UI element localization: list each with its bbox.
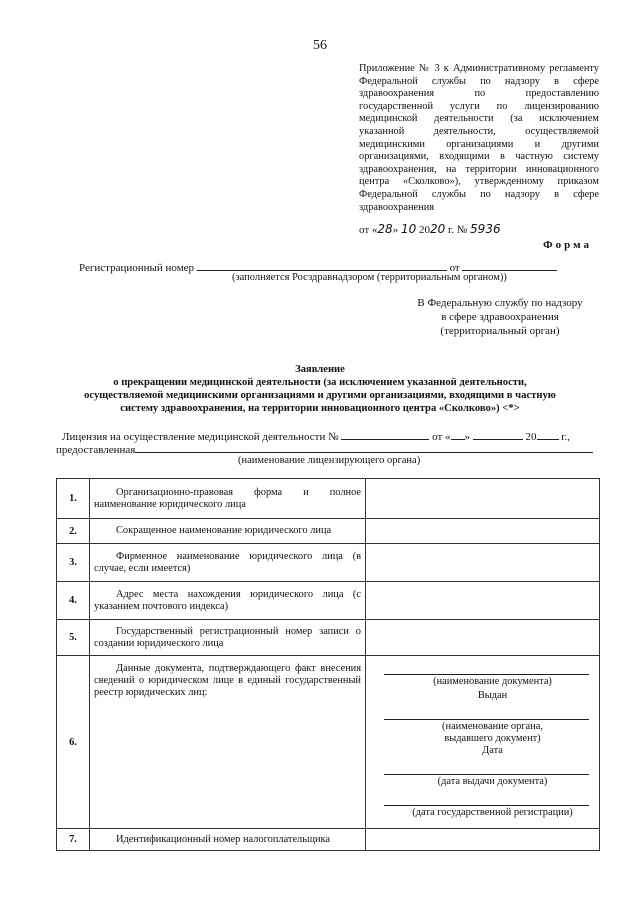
row-value-field[interactable]	[366, 519, 600, 544]
order-number: 5936	[470, 222, 501, 236]
registration-date-field[interactable]	[384, 795, 589, 806]
registration-date-field[interactable]	[462, 260, 557, 271]
table-row	[57, 519, 600, 544]
issuer-caption: (наименование органа,	[442, 721, 543, 732]
page-number: 56	[313, 38, 327, 53]
issuer-field[interactable]	[384, 709, 589, 720]
row-number: 1.	[57, 479, 90, 519]
addressee-line-3: (территориальный орган)	[440, 325, 560, 337]
form-label: Форма	[543, 239, 592, 251]
licensor-hint: (наименование лицензирующего органа)	[238, 455, 421, 466]
addressee-line-2: в сфере здравоохранения	[441, 311, 559, 323]
year-prefix: 20	[416, 224, 430, 236]
license-year-prefix: 20	[525, 431, 537, 443]
addressee	[400, 296, 600, 338]
license-label: Лицензия на осуществление медицинской деятельности №	[62, 431, 339, 443]
row-label: Организационно-правовая форма и полное наименование юридического лица	[90, 479, 366, 519]
document-name-caption: (наименование документа)	[433, 676, 552, 687]
row-number: 3.	[57, 544, 90, 582]
row-label: Данные документа, подтверждающего факт внесения сведений о юридическом лице в единый государственный реестр юридических лиц:	[90, 656, 366, 829]
row-label: Сокращенное наименование юридического лица	[90, 519, 366, 544]
registry-document-fields	[366, 656, 600, 829]
row-number: 6.	[57, 656, 90, 829]
date-label: Дата	[482, 745, 503, 756]
date-sep: »	[392, 224, 401, 236]
registration-from-label: от	[449, 262, 460, 274]
title-line-2: о прекращении медицинской деятельности (за исключением указанной деятельности,	[113, 377, 527, 388]
document-title	[40, 363, 600, 415]
order-year: 20	[429, 222, 446, 236]
document-name-field[interactable]	[384, 664, 589, 675]
row-number: 5.	[57, 620, 90, 656]
row-label: Идентификационный номер налогоплательщика	[90, 829, 366, 851]
table-row	[57, 829, 600, 851]
addressee-line-1: В Федеральную службу по надзору	[417, 297, 583, 309]
order-day: 28	[377, 222, 393, 236]
license-year-field[interactable]	[537, 429, 559, 440]
row-label: Адрес места нахождения юридического лица (с указанием почтового индекса)	[90, 582, 366, 620]
issue-date-caption: (дата выдачи документа)	[437, 776, 548, 787]
row-number: 4.	[57, 582, 90, 620]
order-month: 10	[400, 222, 417, 236]
table-row	[57, 544, 600, 582]
annex-reference: Приложение № 3 к Административному регламенту Федеральной службы по надзору в сфере здравоохранения по предоставлению государственной услуги по лицензированию медицинской деятельности (за исключением указанной деятельности, осуществляемой медицинскими организациями и другими организациями, входящими в частную систему здравоохранения, на территории инновационного центра «Сколково»), утвержденному приказом Федеральной службы по надзору в сфере здравоохранения	[359, 63, 599, 213]
row-number: 7.	[57, 829, 90, 851]
table-row	[57, 479, 600, 519]
row-value-field[interactable]	[366, 620, 600, 656]
row-value-field[interactable]	[366, 479, 600, 519]
licensor-field[interactable]	[135, 442, 593, 453]
issue-date-field[interactable]	[384, 764, 589, 775]
row-value-field[interactable]	[366, 829, 600, 851]
annex-order-date	[359, 222, 501, 236]
row-label: Государственный регистрационный номер записи о создании юридического лица	[90, 620, 366, 656]
table-row	[57, 620, 600, 656]
issued-label: Выдан	[477, 690, 508, 701]
title-line-1: Заявление	[295, 364, 345, 375]
date-prefix: от «	[359, 224, 378, 236]
issuer-caption-2: выдавшего документ)	[444, 733, 541, 744]
registration-hint: (заполняется Росздравнадзором (территориальным органом))	[232, 272, 507, 283]
row-number: 2.	[57, 519, 90, 544]
license-from-label: от «	[432, 431, 451, 443]
license-row	[62, 429, 570, 443]
registration-number-label: Регистрационный номер	[79, 262, 195, 274]
form-table	[56, 478, 600, 851]
title-line-3: осуществляемой медицинскими организациями и другими организациями, входящими в частную	[84, 390, 556, 401]
license-quote-close: »	[464, 431, 471, 443]
license-day-field[interactable]	[451, 429, 465, 440]
table-row	[57, 656, 600, 829]
granted-label: предоставленная	[56, 444, 136, 456]
title-line-4: систему здравоохранения, на территории инновационного центра «Сколково») <*>	[120, 403, 520, 414]
registration-number-field[interactable]	[197, 260, 447, 271]
license-year-suffix: г.,	[561, 431, 571, 443]
license-number-field[interactable]	[341, 429, 429, 440]
number-prefix: г. №	[445, 224, 471, 236]
row-value-field[interactable]	[366, 544, 600, 582]
row-value-field[interactable]	[366, 582, 600, 620]
row-label: Фирменное наименование юридического лица (в случае, если имеется)	[90, 544, 366, 582]
registration-date-caption: (дата государственной регистрации)	[412, 807, 573, 818]
granted-row	[56, 442, 593, 456]
table-row	[57, 582, 600, 620]
license-month-field[interactable]	[473, 429, 523, 440]
